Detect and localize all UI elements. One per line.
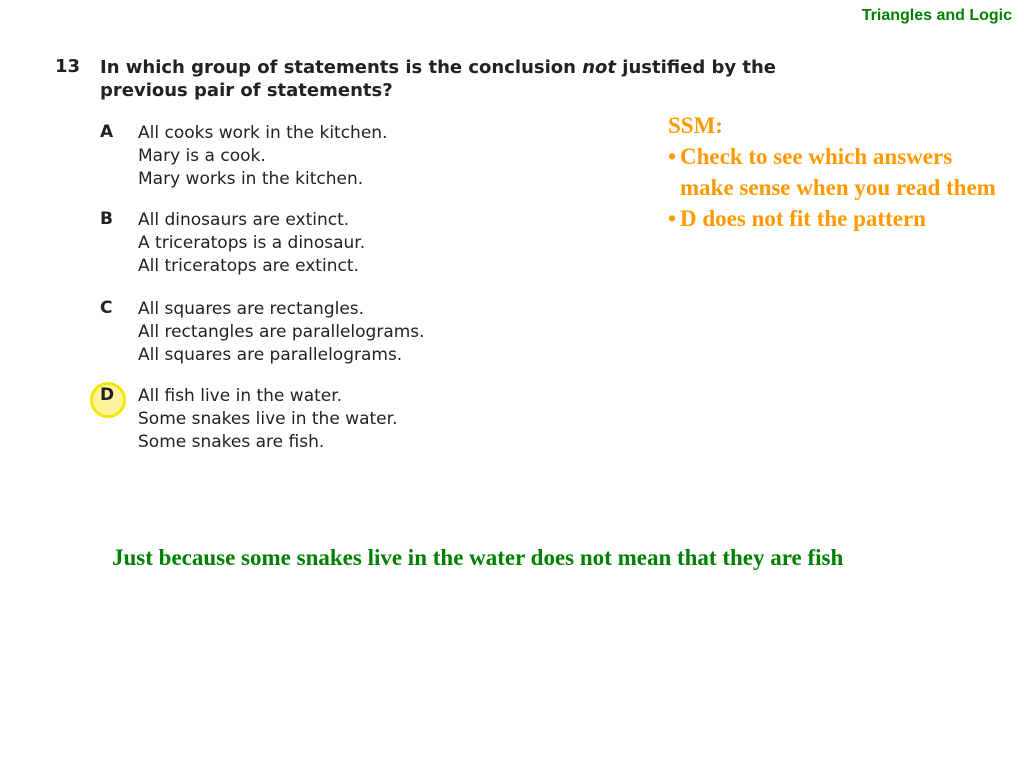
question-text [100,56,870,102]
choice-statements [138,298,558,367]
ssm-bullet-text: D does not fit the pattern [680,206,926,231]
choice-statements [138,209,558,278]
choice-statements [138,122,558,191]
bullet-icon: • [668,144,677,169]
ssm-bullet [668,141,998,203]
ssm-notes [668,110,998,234]
bullet-icon: • [668,206,677,231]
choice-statements [138,385,558,454]
question-text-emphasis: not [582,57,617,78]
ssm-bullet [668,203,998,234]
statement-line: All fish live in the water. [138,386,343,406]
choice-letter: B [100,209,113,229]
statement-line: Some snakes are fish. [138,432,325,452]
statement-line: All squares are rectangles. [138,299,365,319]
question-text-start: In which group of statements is the conclusion [100,57,583,78]
statement-line: All rectangles are parallelograms. [138,322,425,342]
statement-line: A triceratops is a dinosaur. [138,233,366,253]
statement-line: All dinosaurs are extinct. [138,210,350,230]
question-number: 13 [55,56,81,77]
statement-line: All squares are parallelograms. [138,345,403,365]
ssm-bullet-text: Check to see which answers make sense when you read them [680,144,996,200]
question-text-end: justified by the previous pair of statements? [100,57,776,101]
ssm-heading: SSM: [668,113,723,138]
statement-line: Mary works in the kitchen. [138,169,364,189]
statement-line: All cooks work in the kitchen. [138,123,388,143]
statement-line: All triceratops are extinct. [138,256,359,276]
choice-letter-highlighted: D [100,385,115,405]
choice-letter: C [100,298,113,318]
statement-line: Some snakes live in the water. [138,409,398,429]
choice-letter: A [100,122,114,142]
slide-title: Triangles and Logic [861,7,1012,24]
conclusion-text: Just because some snakes live in the water does not mean that they are fish [112,545,844,570]
statement-line: Mary is a cook. [138,146,266,166]
